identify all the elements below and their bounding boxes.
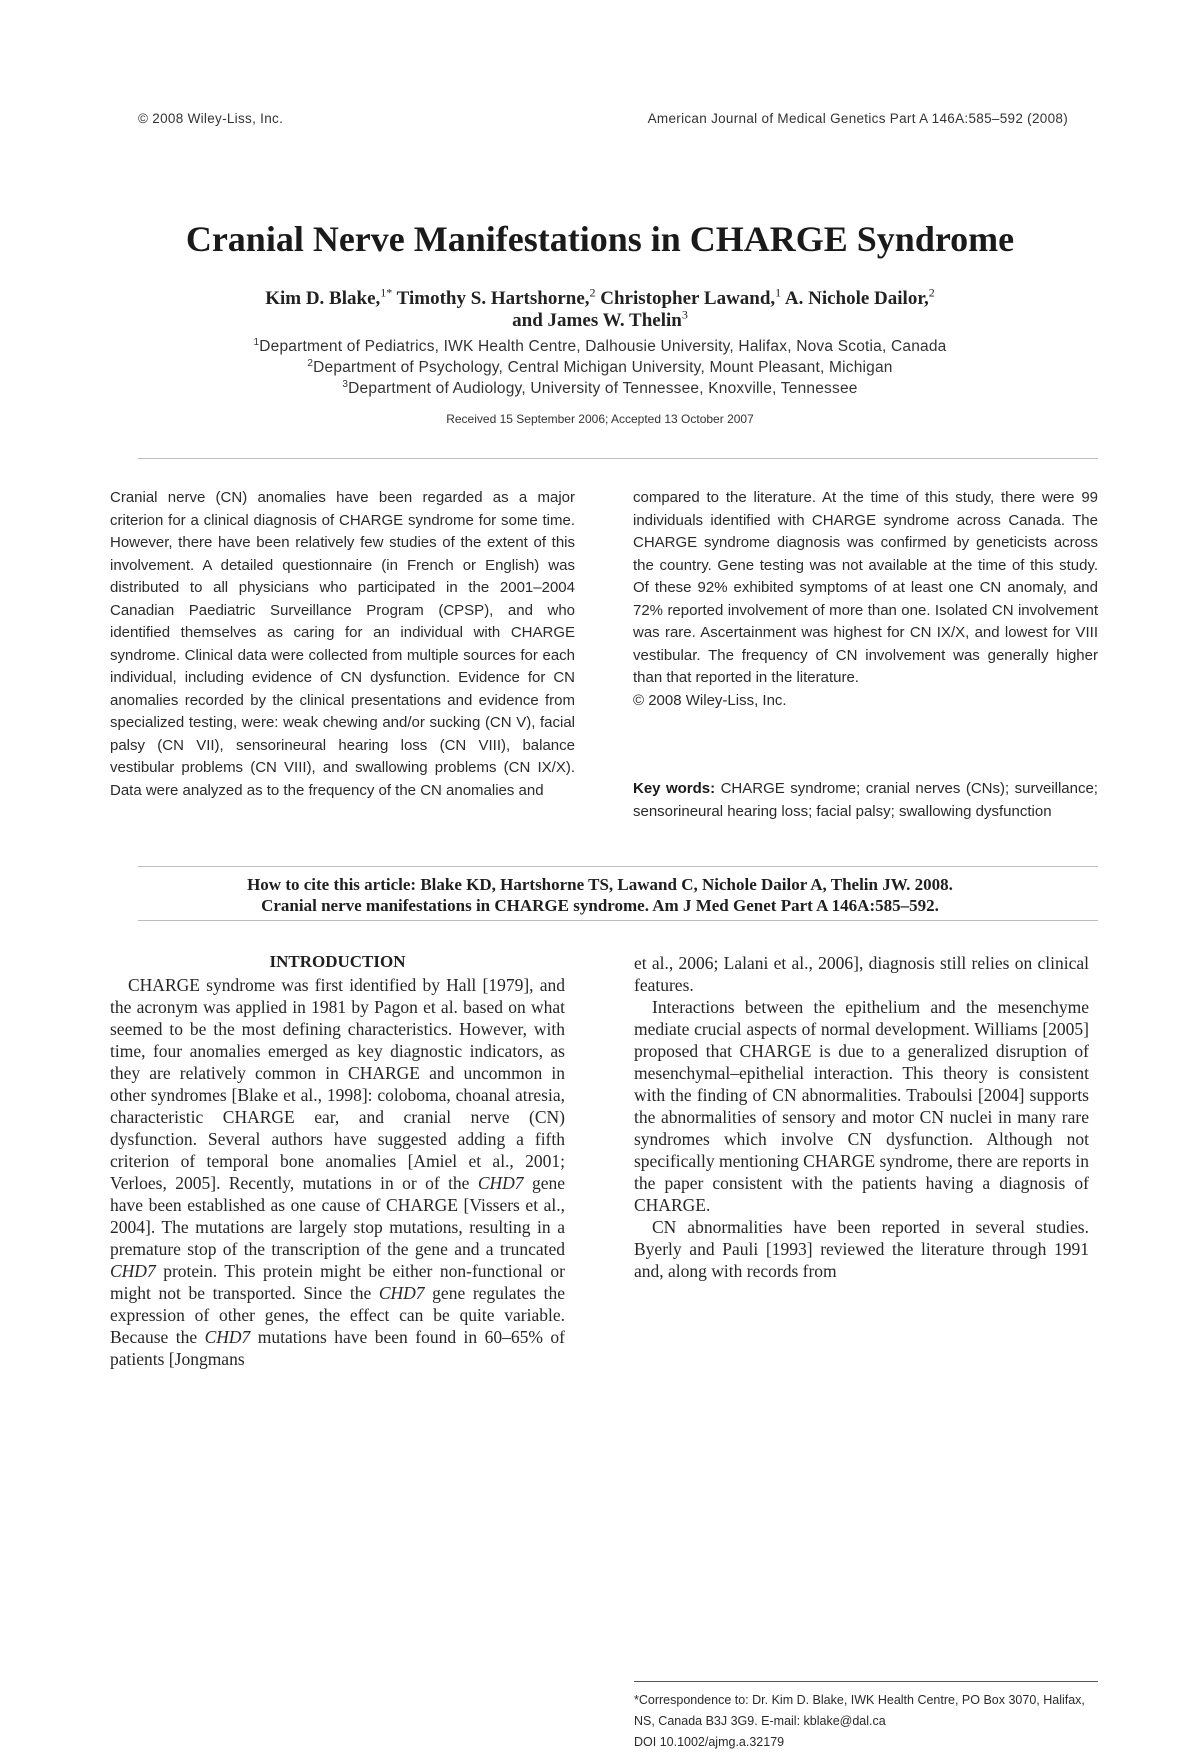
- gene-name: CHD7: [204, 1327, 251, 1347]
- affiliation-sup: 1: [253, 336, 260, 348]
- paragraph: Interactions between the epithelium and the mesenchyme mediate crucial aspects of normal development. Williams [2005] proposed that CHARGE is due to a generalized disruption of mesenchymal–epithelial interaction. This theory is consistent with the finding of CN abnormalities. Traboulsi [2004] supports the abnormalities of sensory and motor CN nuclei in many rare syndromes which involve CN dysfunction. Although not specifically mentioning CHARGE syndrome, there are reports in the paper consistent with the patients having a diagnosis of CHARGE.: [634, 997, 1089, 1215]
- keywords-label: Key words:: [633, 780, 716, 797]
- affiliation-1: [0, 338, 1200, 356]
- body-left-column: [110, 974, 565, 1370]
- running-head-journal: American Journal of Medical Genetics Part A 146A:585–592 (2008): [647, 111, 1068, 126]
- affiliation-text: Department of Pediatrics, IWK Health Centre, Dalhousie University, Halifax, Nova Scotia, Canada: [259, 338, 947, 355]
- paragraph-text: gene regulates the expression of other genes, the effect can be quite variable. Because the: [110, 1283, 566, 1347]
- received-dates: Received 15 September 2006; Accepted 13 October 2007: [446, 412, 754, 426]
- divider: [138, 866, 1098, 867]
- paragraph-text: mutations have been found in 60–65% of patients [Jongmans: [110, 1327, 565, 1369]
- author-name: Kim D. Blake,: [265, 288, 381, 309]
- section-heading-introduction: INTRODUCTION: [269, 952, 406, 971]
- abstract-right-column: [633, 487, 1098, 712]
- running-head-copyright: © 2008 Wiley-Liss, Inc.: [138, 111, 284, 126]
- affiliation-sup: 2: [307, 357, 314, 369]
- abstract-text: Cranial nerve (CN) anomalies have been regarded as a major criterion for a clinical diagnosis of CHARGE syndrome for some time. However, there have been relatively few studies of the extent of this involvement. A detailed questionnaire (in French or English) was distributed to all physicians who participated in the 2001–2004 Canadian Paediatric Surveillance Program (CPSP), and who identified themselves as caring for an individual with CHARGE syndrome. Clinical data were collected from multiple sources for each individual, including evidence of CN dysfunction. Evidence for CN anomalies recorded by the clinical presentations and evidence from specialized testing, were: weak chewing and/or sucking (CN V), facial palsy (CN VII), sensorineural hearing loss (CN VIII), balance vestibular problems (CN VIII), and swallowing problems (CN IX/X). Data were analyzed as to the frequency of the CN anomalies and: [110, 489, 575, 799]
- doi: DOI 10.1002/ajmg.a.32179: [634, 1735, 785, 1749]
- author-affil-sup: 1: [775, 285, 782, 300]
- correspondence-star: *: [386, 285, 393, 300]
- authors-line-2: [0, 307, 1200, 332]
- affiliation-sup: 3: [342, 378, 349, 390]
- abstract-left-column: [110, 487, 575, 802]
- paragraph-continuation: et al., 2006; Lalani et al., 2006], diagnosis still relies on clinical features.: [634, 953, 1089, 995]
- body-right-column: [634, 952, 1089, 1282]
- author-name: Christopher Lawand,: [595, 288, 776, 309]
- paragraph-text: CHARGE syndrome was first identified by Hall [1979], and the acronym was applied in 1981 by Pagon et al. based on what seemed to be the most defining characteristics. However, with time, four anomalies emerged as key diagnostic indicators, as they are relatively common in CHARGE and uncommon in other syndromes [Blake et al., 1998]: coloboma, choanal atresia, characteristic CHARGE ear, and cranial nerve (CN) dysfunction. Several authors have suggested adding a fifth criterion of temporal bone anomalies [Amiel et al., 2001; Verloes, 2005]. Recently, mutations in or of the: [110, 975, 565, 1193]
- citation-line-1: How to cite this article: Blake KD, Hartshorne TS, Lawand C, Nichole Dailor A, Thelin JW. 2008.: [247, 875, 953, 894]
- author-affil-sup: 1: [380, 285, 387, 300]
- affiliation-text: Department of Audiology, University of Tennessee, Knoxville, Tennessee: [348, 380, 858, 397]
- affiliation-2: [0, 359, 1200, 377]
- keywords: [633, 778, 1098, 823]
- author-name: A. Nichole Dailor,: [781, 288, 929, 309]
- affiliation-3: [0, 380, 1200, 398]
- author-affil-sup: 2: [589, 285, 596, 300]
- footnote-rule: [634, 1681, 1098, 1682]
- author-name: Timothy S. Hartshorne,: [392, 288, 590, 309]
- author-name: and James W. Thelin: [512, 310, 682, 331]
- keywords-text: CHARGE syndrome; cranial nerves (CNs); surveillance; sensorineural hearing loss; facial palsy; swallowing dysfunction: [633, 780, 1098, 820]
- citation-line-2: Cranial nerve manifestations in CHARGE syndrome. Am J Med Genet Part A 146A:585–592.: [261, 896, 939, 915]
- paragraph-text: protein. This protein might be either non-functional or might not be transported. Since the: [110, 1261, 565, 1303]
- gene-name: CHD7: [378, 1283, 425, 1303]
- paragraph-text: gene have been established as one cause of CHARGE [Vissers et al., 2004]. The mutations are largely stop mutations, resulting in a premature stop of the transcription of the gene and a truncated: [110, 1173, 565, 1259]
- abstract-text: compared to the literature. At the time of this study, there were 99 individuals identified with CHARGE syndrome across Canada. The CHARGE syndrome diagnosis was confirmed by geneticists across the country. Gene testing was not available at the time of this study. Of these 92% exhibited symptoms of at least one CN anomaly, and 72% reported involvement of more than one. Isolated CN involvement was rare. Ascertainment was highest for CN IX/X, and lowest for VIII vestibular. The frequency of CN involvement was generally higher than that reported in the literature.: [633, 489, 1098, 686]
- divider: [138, 920, 1098, 921]
- gene-name: CHD7: [477, 1173, 524, 1193]
- author-affil-sup: 3: [681, 307, 688, 322]
- divider: [138, 458, 1098, 459]
- author-affil-sup: 2: [928, 285, 935, 300]
- affiliation-text: Department of Psychology, Central Michigan University, Mount Pleasant, Michigan: [313, 359, 893, 376]
- authors-line-1: [0, 285, 1200, 310]
- correspondence-note: *Correspondence to: Dr. Kim D. Blake, IWK Health Centre, PO Box 3070, Halifax, NS, Canada B3J 3G9. E-mail: kblake@dal.ca: [634, 1693, 1085, 1728]
- paragraph: CN abnormalities have been reported in several studies. Byerly and Pauli [1993] reviewed the literature through 1991 and, along with records from: [634, 1217, 1089, 1281]
- gene-name: CHD7: [110, 1261, 156, 1281]
- abstract-copyright: © 2008 Wiley-Liss, Inc.: [633, 691, 787, 709]
- article-title: Cranial Nerve Manifestations in CHARGE Syndrome: [185, 219, 1015, 259]
- paragraph: [110, 974, 565, 1370]
- footnote: [634, 1690, 1098, 1753]
